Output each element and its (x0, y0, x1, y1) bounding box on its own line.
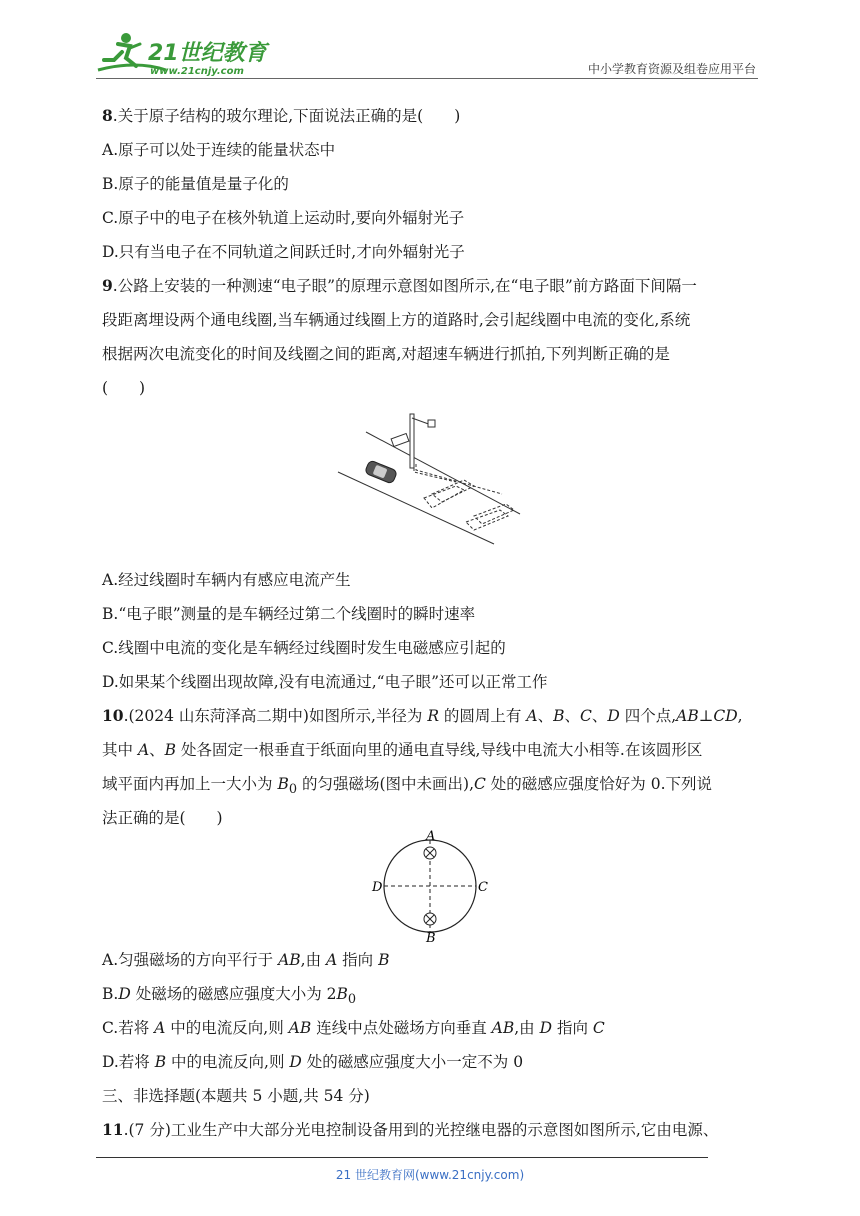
q10-text: 的圆周上有 (439, 707, 527, 725)
q9-stem-text-1: .公路上安装的一种测速“电子眼”的原理示意图如图所示,在“电子眼”前方路面下间隔一 (112, 277, 697, 295)
var-B0: B (277, 775, 289, 793)
q10-text: 四个点, (619, 707, 677, 725)
opt-text: C.若将 (102, 1019, 155, 1037)
q9-option-c: C.线圈中电流的变化是车辆经过线圈时发生电磁感应引起的 (102, 639, 506, 657)
q9-option-b: B.“电子眼”测量的是车辆经过第二个线圈时的瞬时速率 (102, 605, 476, 623)
q11-number: 11 (102, 1120, 124, 1139)
q9-stem-line-3: 根据两次电流变化的时间及线圈之间的距离,对超速车辆进行抓拍,下列判断正确的是 (102, 345, 670, 363)
q10-option-c (102, 1018, 605, 1038)
wire-into-page-icon-A (424, 847, 436, 859)
q10-text: 其中 (102, 741, 138, 759)
q10-text: 、 (537, 707, 554, 725)
q10-text: 处的磁感应强度恰好为 0.下列说 (485, 775, 713, 793)
camera-eye-icon (391, 434, 409, 447)
q10-text: 、 (564, 707, 580, 725)
header-platform-text: 中小学教育资源及组卷应用平台 (587, 62, 756, 76)
q10-number: 10 (102, 706, 124, 725)
footer-text: 21 世纪教育网(www.21cnjy.com) (335, 1168, 525, 1182)
logo-url: www.21cnjy.com (150, 66, 244, 77)
page-header (96, 30, 756, 82)
q9-option-d: D.如果某个线圈出现故障,没有电流通过,“电子眼”还可以正常工作 (102, 673, 548, 691)
label-B: B (426, 931, 436, 946)
q10-option-d (102, 1052, 523, 1072)
label-C: C (478, 880, 488, 895)
var-D: D (118, 985, 131, 1003)
q10-stem-line-2 (102, 740, 702, 760)
wire-into-page-icon-B (424, 913, 436, 925)
camera-box (428, 420, 435, 427)
q8-stem (102, 106, 460, 126)
coil-1-lower (424, 486, 464, 508)
var-AB: AB (676, 707, 699, 725)
opt-text: 连线中点处磁场方向垂直 (311, 1019, 492, 1037)
var-C: C (579, 707, 592, 725)
q10-text: 、 (149, 741, 165, 759)
q10-option-b (102, 984, 356, 1010)
q10-text: 处各固定一根垂直于纸面向里的通电直导线,导线中电流大小相等.在该圆形区 (176, 741, 703, 759)
var-D: D (539, 1019, 553, 1037)
q8-option-b: B.原子的能量值是量子化的 (102, 175, 289, 193)
section-3-heading: 三、非选择题(本题共 5 小题,共 54 分) (102, 1087, 370, 1105)
q9-stem-line-4: ( ) (102, 379, 146, 397)
camera-pole (410, 414, 414, 468)
subscript: 0 (288, 782, 298, 798)
opt-text: 指向 (552, 1019, 593, 1037)
q8-option-c: C.原子中的电子在核外轨道上运动时,要向外辐射光子 (102, 209, 465, 227)
speed-camera-figure (334, 410, 534, 550)
q8-option-a: A.原子可以处于连续的能量状态中 (102, 141, 336, 159)
opt-text: A.匀强磁场的方向平行于 (102, 951, 279, 969)
q10-text: 域平面内再加上一大小为 (102, 775, 278, 793)
var-A: A (137, 741, 150, 759)
opt-text: ,由 (514, 1019, 540, 1037)
var-B: B (154, 1053, 167, 1071)
q9-stem-line-2: 段距离埋设两个通电线圈,当车辆通过线圈上方的道路时,会引起线圈中电流的变化,系统 (102, 311, 691, 329)
circle-wires-figure (370, 828, 490, 946)
perp-symbol: ⊥ (698, 707, 714, 725)
opt-text: 处的磁感应强度大小一定不为 0 (301, 1053, 524, 1071)
var-AB: AB (491, 1019, 515, 1037)
var-A: A (326, 951, 338, 969)
q8-option-d: D.只有当电子在不同轨道之间跃迁时,才向外辐射光子 (102, 243, 465, 261)
var-B: B (164, 741, 177, 759)
var-A: A (526, 707, 538, 725)
subscript: 0 (347, 992, 357, 1008)
wire-2 (416, 464, 502, 494)
q9-number: 9 (102, 276, 113, 295)
var-A: A (154, 1019, 166, 1037)
q10-stem-line-1 (102, 706, 743, 726)
var-D: D (607, 707, 620, 725)
car-icon (364, 460, 397, 484)
footer-divider (96, 1157, 708, 1158)
q10-text: 的匀强磁场(图中未画出), (297, 775, 474, 793)
var-AB: AB (288, 1019, 312, 1037)
var-B: B (336, 985, 348, 1003)
opt-text: B. (102, 985, 119, 1003)
var-D: D (289, 1053, 302, 1071)
opt-text: D.若将 (102, 1053, 155, 1071)
logo (96, 30, 296, 78)
q11-stem (102, 1120, 718, 1140)
q8-number: 8 (102, 106, 113, 125)
header-divider (96, 78, 758, 79)
q10-text: 、 (591, 707, 608, 725)
logo-text: 21世纪教育 (148, 41, 267, 66)
var-B: B (553, 707, 565, 725)
q10-stem-line-3 (102, 774, 712, 800)
q10-text: , (737, 707, 743, 725)
var-C: C (474, 775, 486, 793)
var-B: B (378, 951, 390, 969)
q9-stem-line-1 (102, 276, 697, 296)
road-edge-bottom (338, 472, 494, 544)
q10-stem-line-4: 法正确的是( ) (102, 809, 223, 827)
q8-stem-text: .关于原子结构的玻尔理论,下面说法正确的是( ) (112, 107, 461, 125)
opt-text: 处磁场的磁感应强度大小为 2 (130, 985, 337, 1003)
var-C: C (592, 1019, 605, 1037)
opt-text: 中的电流反向,则 (166, 1053, 290, 1071)
coil-2-lower (466, 510, 508, 530)
var-CD: CD (713, 707, 738, 725)
opt-text: ,由 (300, 951, 327, 969)
opt-text: 指向 (337, 951, 379, 969)
label-D: D (372, 880, 383, 895)
coil-1 (432, 480, 474, 502)
q10-option-a (102, 950, 389, 970)
q11-stem-text: .(7 分)工业生产中大部分光电控制设备用到的光控继电器的示意图如图所示,它由电源、 (123, 1121, 719, 1139)
var-AB: AB (278, 951, 301, 969)
opt-text: 中的电流反向,则 (165, 1019, 289, 1037)
q9-option-a: A.经过线圈时车辆内有感应电流产生 (102, 571, 351, 589)
coil-2 (474, 504, 514, 524)
label-A: A (426, 829, 436, 844)
var-R: R (427, 707, 439, 725)
q10-text: .(2024 山东菏泽高二期中)如图所示,半径为 (123, 707, 428, 725)
